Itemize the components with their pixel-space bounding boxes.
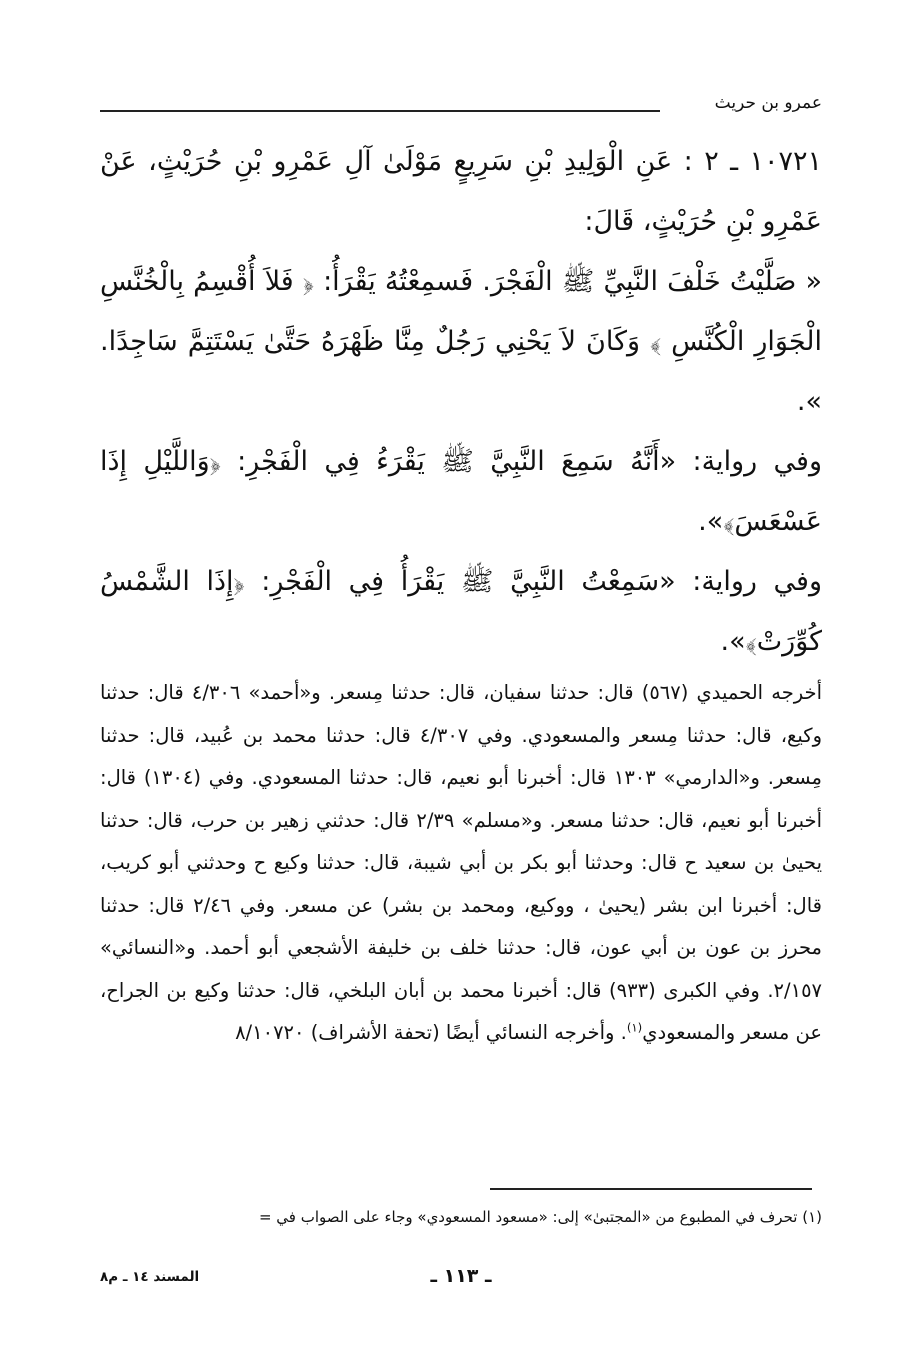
- hadith-isnad: [100, 132, 822, 252]
- hadith-matn: « صَلَّيْتُ خَلْفَ النَّبِيِّ ﷺ الْفَجْرَ. فَسمِعْتُهُ يَقْرَأُ: ﴿ فَلاَ أُقْسِمُ بِالْخُنَّسِ الْجَوَارِ الْكُنَّسِ ﴾ وَكَانَ لاَ يَحْنِي رَجُلٌ مِنَّا ظَهْرَهُ حَتَّىٰ يَسْتَتِمَّ سَاجِدًا. ».: [100, 266, 822, 417]
- takhrij-text-end: . وأخرجه النسائي أيضًا (تحفة الأشراف) ٨/١٠٧٢٠: [235, 1021, 627, 1044]
- takhrij-paragraph: [100, 672, 822, 1055]
- takhrij-text: أخرجه الحميدي (٥٦٧) قال: حدثنا سفيان، قال: حدثنا مِسعر. و«أحمد» ٤/٣٠٦ قال: حدثنا وكيع، قال: حدثنا مِسعر والمسعودي. وفي ٤/٣٠٧ قال: حدثنا محمد بن عُبيد، قال: حدثنا مِسعر. و«الدارمي» ١٣٠٣ قال: أخبرنا أبو نعيم، قال: حدثنا المسعودي. وفي (١٣٠٤) قال: أخبرنا أبو نعيم، قال: حدثنا مسعر. و«مسلم» ٢/٣٩ قال: حدثني زهير بن حرب، قال: حدثنا يحيىٰ بن سعيد ح قال: وحدثنا أبو بكر بن أبي شيبة، قال: حدثنا وكيع ح وحدثني أبو كريب، قال: أخبرنا ابن بشر (يحيىٰ ، ووكيع، ومحمد بن بشر) عن مسعر. وفي ٢/٤٦ قال: حدثنا محرز بن عون بن أبي عون، قال: حدثنا خلف بن خليفة الأشجعي أبو أحمد. و«النسائي» ٢/١٥٧. وفي الكبرى (٩٣٣) قال: أخبرنا محمد بن أبان البلخي، قال: حدثنا وكيع بن الجراح، عن مسعر والمسعودي: [100, 681, 823, 1044]
- running-title: عمرو بن حريث: [714, 93, 822, 113]
- footnote-reference: (١): [626, 1020, 643, 1035]
- isnad-line-2: عَنْ عَمْرِو بْنِ حُرَيْثٍ، قَالَ:: [100, 146, 822, 237]
- isnad-line-1: ١٠٧٢١ ـ ٢ : عَنِ الْوَلِيدِ بْنِ سَرِيعٍ مَوْلَىٰ آلِ عَمْرِو بْنِ حُرَيْثٍ،: [148, 146, 822, 177]
- footnote-rule: [490, 1188, 812, 1190]
- header-rule: [100, 110, 660, 112]
- footnote: (١) تحرف في المطبوع من «المجتبىٰ» إلى: «مسعود المسعودي» وجاء على الصواب في =: [258, 1208, 822, 1226]
- page-footer: [100, 1262, 822, 1292]
- signature-mark: المسند ١٤ ـ م٨: [100, 1269, 200, 1285]
- riwaya-1: وفي رواية: «أَنَّهُ سَمِعَ النَّبِيَّ ﷺ يَقْرَءُ فِي الْفَجْرِ: ﴿وَاللَّيْلِ إِذَا عَسْعَسَ﴾».: [100, 446, 822, 537]
- page-header: [100, 92, 822, 120]
- riwaya-2: وفي رواية: «سَمِعْتُ النَّبِيَّ ﷺ يَقْرَأُ فِي الْفَجْرِ: ﴿إِذَا الشَّمْسُ كُوِّرَتْ﴾».: [100, 566, 822, 657]
- page-number: ـ ١١٣ ـ: [430, 1265, 492, 1287]
- hadith-text: [100, 132, 822, 672]
